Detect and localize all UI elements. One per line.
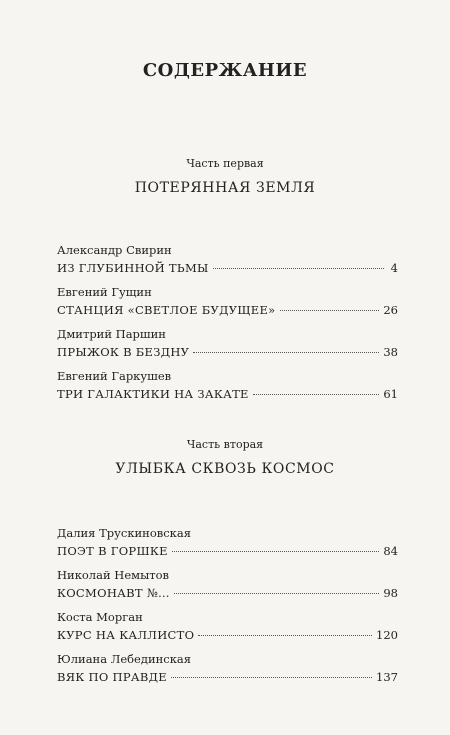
toc-entry[interactable] (57, 325, 398, 361)
leader-dots (198, 635, 372, 636)
part-2-label: Часть вторая (186, 438, 264, 451)
entry-title: КУРС НА КАЛЛИСТО (57, 628, 195, 642)
entry-title: КОСМОНАВТ №… (57, 586, 170, 600)
entry-title: ПОЭТ В ГОРШКЕ (57, 544, 168, 558)
leader-dots (280, 310, 380, 311)
entry-line (57, 301, 398, 319)
entry-page: 98 (383, 586, 398, 600)
entry-page: 38 (383, 345, 398, 359)
entry-page: 120 (376, 628, 398, 642)
entry-title: ТРИ ГАЛАКТИКИ НА ЗАКАТЕ (57, 387, 249, 401)
entry-author: Евгений Гущин (57, 285, 152, 299)
entry-line (57, 584, 398, 602)
entry-line (57, 668, 398, 686)
entry-line (57, 385, 398, 403)
entry-page: 137 (376, 670, 398, 684)
toc-entry[interactable] (57, 566, 398, 602)
part-1-label: Часть первая (186, 157, 264, 170)
entry-title: СТАНЦИЯ «СВЕТЛОЕ БУДУЩЕЕ» (57, 303, 276, 317)
entry-title: ИЗ ГЛУБИННОЙ ТЬМЫ (57, 261, 209, 275)
entry-title: ВЯК ПО ПРАВДЕ (57, 670, 167, 684)
toc-entry[interactable] (57, 650, 398, 686)
leader-dots (172, 551, 380, 552)
entry-page: 61 (383, 387, 398, 401)
entry-author: Коста Морган (57, 610, 143, 624)
leader-dots (193, 352, 379, 353)
toc-entry[interactable] (57, 283, 398, 319)
leader-dots (174, 593, 380, 594)
entry-author: Юлиана Лебединская (57, 652, 192, 666)
entry-page: 26 (383, 303, 398, 317)
entry-line (57, 259, 398, 277)
entry-author: Далия Трускиновская (57, 526, 191, 540)
page-title: СОДЕРЖАНИЕ (142, 60, 308, 81)
entry-author: Дмитрий Паршин (57, 327, 166, 341)
part-1-title: ПОТЕРЯННАЯ ЗЕМЛЯ (134, 180, 316, 196)
entry-page: 4 (390, 261, 398, 275)
entry-line (57, 343, 398, 361)
toc-entry[interactable] (57, 608, 398, 644)
entry-author: Евгений Гаркушев (57, 369, 172, 383)
entry-author: Александр Свирин (57, 243, 172, 257)
toc-entry[interactable] (57, 367, 398, 403)
entry-title: ПРЫЖОК В БЕЗДНУ (57, 345, 190, 359)
part-2-title: УЛЫБКА СКВОЗЬ КОСМОС (115, 461, 335, 477)
leader-dots (253, 394, 380, 395)
entry-author: Николай Немытов (57, 568, 169, 582)
leader-dots (171, 677, 372, 678)
toc-entry[interactable] (57, 241, 398, 277)
entry-page: 84 (383, 544, 398, 558)
entry-line (57, 542, 398, 560)
entry-line (57, 626, 398, 644)
leader-dots (213, 268, 384, 269)
toc-entry[interactable] (57, 524, 398, 560)
